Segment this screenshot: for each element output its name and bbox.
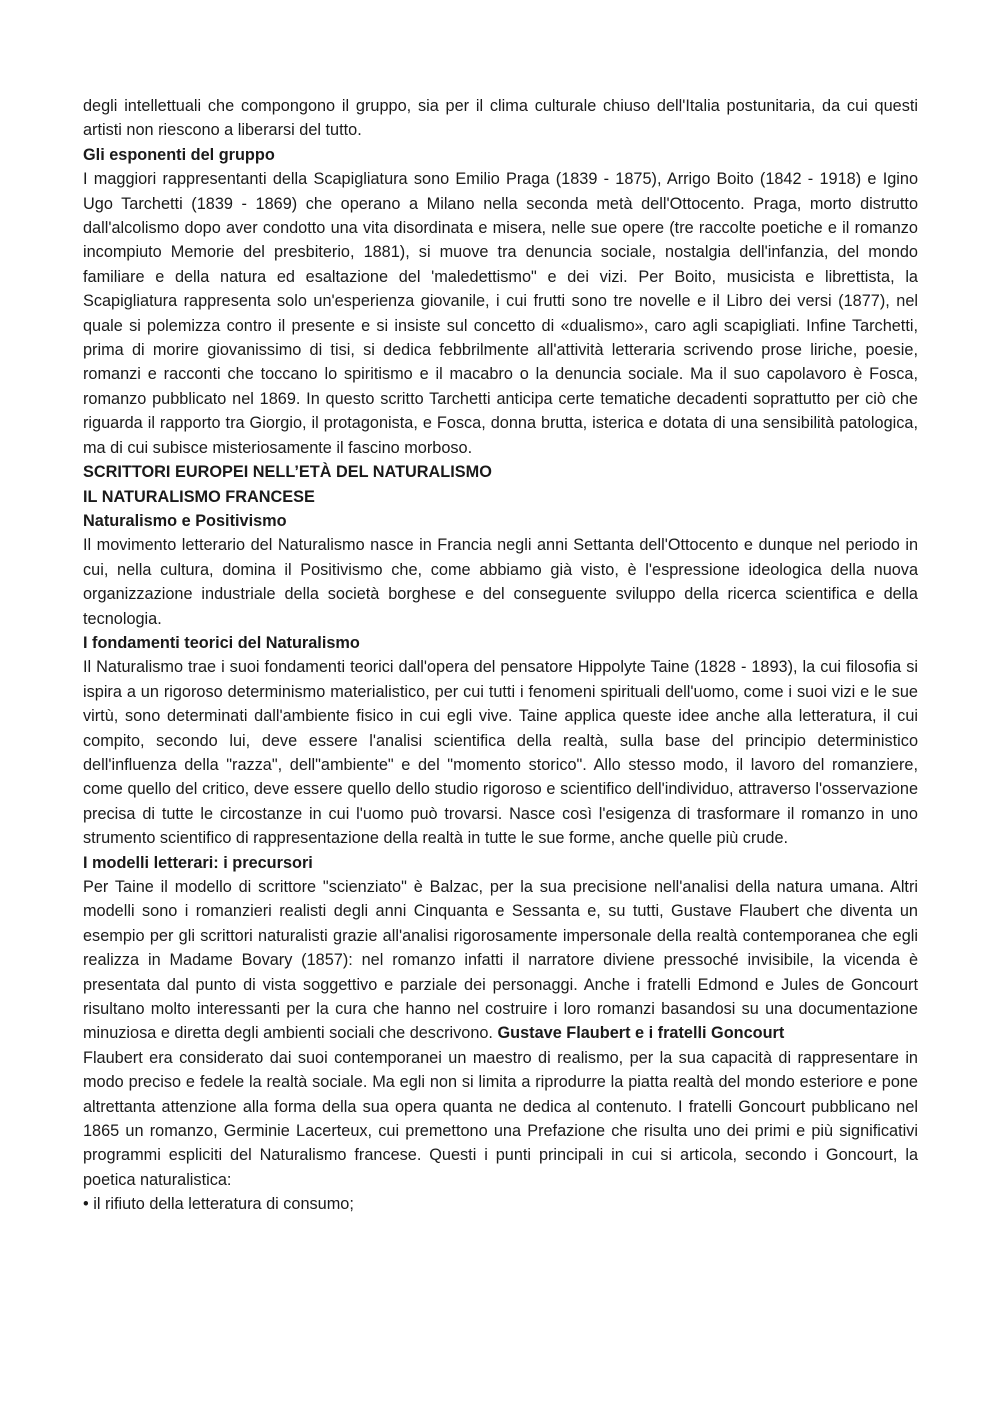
paragraph-naturalismo-positivismo: Il movimento letterario del Naturalismo nasce in Francia negli anni Settanta dell'Ottocento e dunque nel periodo in cui, nella cultura, domina il Positivismo che, come abbiamo già visto, è l'espressione ideologica della nuova organizzazione industriale della società borghese e del conseguente sviluppo della ricerca scientifica e della tecnologia. [83, 536, 918, 628]
heading-modelli: I modelli letterari: i precursori [83, 853, 313, 872]
bullet-item: • il rifiuto della letteratura di consumo; [83, 1195, 354, 1214]
paragraph-fondamenti: Il Naturalismo trae i suoi fondamenti teorici dall'opera del pensatore Hippolyte Taine (1828 - 1893), la cui filosofia si ispira a un rigoroso determinismo materialistico, per cui tutti i fenomeni spirituali dell'uomo, come i suoi vizi e le sue virtù, sono determinati dall'ambiente fisico in cui egli vive. Taine applica queste idee anche alla letteratura, il cui compito, secondo lui, deve essere l'analisi scientifica della realtà, sulla base del principio deterministico dell'influenza della "razza", dell"ambiente" e del "momento storico". Allo stesso modo, il lavoro del romanziere, come quello del critico, deve essere quello dello studio rigoroso e scientifico dell'individuo, attraverso l'osservazione precisa di tutte le circostanze in cui l'uomo può trovarsi. Nasce così l'esigenza di trasformare il romanzo in uno strumento scientifico di rappresentazione della realtà in tutte le sue forme, anche quelle più crude. [83, 658, 918, 848]
paragraph-flaubert: Flaubert era considerato dai suoi contemporanei un maestro di realismo, per la sua capacità di rappresentare in modo preciso e fedele la realtà sociale. Ma egli non si limita a riprodurre la piatta realtà del mondo esteriore e pone altrettanta attenzione alla forma della sua opera quanta ne dedica al contenuto. I fratelli Goncourt pubblicano nel 1865 un romanzo, Germinie Lacerteux, cui premettono una Prefazione che risulta uno dei primi e più significativi programmi espliciti del Naturalismo francese. Questi i punti principali in cui si articola, secondo i Goncourt, la poetica naturalistica: [83, 1048, 918, 1189]
heading-esponenti: Gli esponenti del gruppo [83, 145, 275, 164]
paragraph-modelli [83, 875, 918, 1046]
paragraph-esponenti: I maggiori rappresentanti della Scapigliatura sono Emilio Praga (1839 - 1875), Arrigo Boito (1842 - 1918) e Igino Ugo Tarchetti (1839 - 1869) che operano a Milano nella seconda metà dell'Ottocento. Praga, morto distrutto dall'alcolismo dopo aver condotto una vita disordinata e misera, nelle sue opere (tre raccolte poetiche e il romanzo incompiuto Memorie del presbiterio, 1881), si muove tra denuncia sociale, nostalgia dell'infanzia, del mondo familiare e della natura ed esaltazione del 'maledettismo" e dei vizi. Per Boito, musicista e librettista, la Scapigliatura rappresenta solo un'esperienza giovanile, i cui frutti sono tre novelle e il Libro dei versi (1877), nel quale si polemizza contro il presente e si insiste sul concetto di «dualismo», caro agli scapigliati. Infine Tarchetti, prima di morire giovanissimo di tisi, si dedica febbrilmente all'attività letteraria scrivendo prose liriche, poesie, romanzi e racconti che toccano lo spiritismo e il macabro o la denuncia sociale. Ma il suo capolavoro è Fosca, romanzo pubblicato nel 1869. In questo scritto Tarchetti anticipa certe tematiche decadenti soprattutto per ciò che riguarda il rapporto tra Giorgio, il protagonista, e Fosca, donna brutta, isterica e dotata di una sensibilità patologica, ma di cui subisce misteriosamente il fascino morboso. [83, 170, 918, 457]
paragraph-modelli-text: Per Taine il modello di scrittore "scienziato" è Balzac, per la sua precisione nell'analisi della natura umana. Altri modelli sono i romanzieri realisti degli anni Cinquanta e Sessanta e, su tutti, Gustave Flaubert che diventa un esempio per gli scrittori naturalisti grazie all'analisi rigorosamente impersonale della realtà contemporanea che egli realizza in Madame Bovary (1857): nel romanzo infatti il narratore diviene pressoché invisibile, la vicenda è presentata dal punto di vista soggettivo e parziale dei personaggi. Anche i fratelli Edmond e Jules de Goncourt risultano molto interessanti per la cura che hanno nel costruire i loro romanzi basandosi su una documentazione minuziosa e diretta degli ambienti sociali che descrivono. [83, 878, 918, 1043]
heading-naturalismo-francese: IL NATURALISMO FRANCESE [83, 487, 315, 506]
heading-naturalismo-positivismo: Naturalismo e Positivismo [83, 511, 287, 530]
heading-fondamenti: I fondamenti teorici del Naturalismo [83, 633, 360, 652]
heading-flaubert-goncourt: Gustave Flaubert e i fratelli Goncourt [497, 1024, 785, 1043]
document-page [83, 94, 918, 1217]
heading-scrittori-europei: SCRITTORI EUROPEI NELL’ETÀ DEL NATURALISMO [83, 463, 492, 482]
paragraph-intro: degli intellettuali che compongono il gruppo, sia per il clima culturale chiuso dell'Italia postunitaria, da cui questi artisti non riescono a liberarsi del tutto. [83, 97, 918, 140]
